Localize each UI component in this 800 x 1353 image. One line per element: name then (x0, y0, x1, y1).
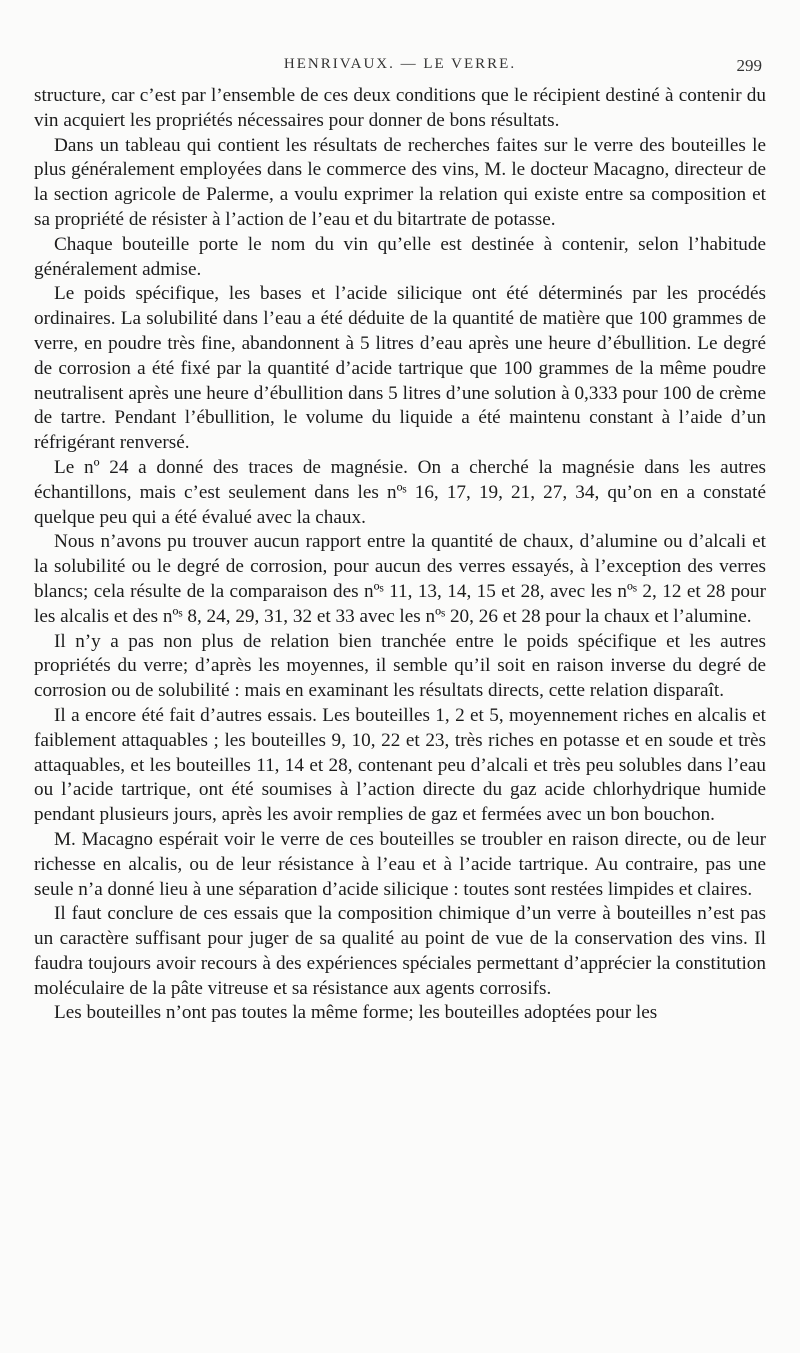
paragraph-5: Le nº 24 a donné des traces de magnésie. On a cherché la magnésie dans les autres échantillons, mais c’est seulement dans les nºˢ 16, 17, 19, 21, 27, 34, qu’on en a constaté quelque peu qui a été évalué avec la chaux. (34, 456, 766, 528)
paragraph-7: Il n’y a pas non plus de relation bien tranchée entre le poids spécifique et les autres propriétés du verre; d’après les moyennes, il semble qu’il soit en raison inverse du degré de corrosion ou de solubilité : mais en examinant les résultats directs, cette relation disparaît. (34, 630, 766, 702)
page-number: 299 (736, 56, 762, 75)
paragraph-9: M. Macagno espérait voir le verre de ces bouteilles se troubler en raison directe, ou de leur richesse en alcalis, ou de leur résistance à l’eau et à l’acide tartrique. Au contraire, pas une seule n’a donné lieu à une séparation d’acide silicique : toutes sont restées limpides et claires. (34, 828, 766, 900)
running-title: HENRIVAUX. — LE VERRE. (283, 56, 517, 72)
paragraph-11: Les bouteilles n’ont pas toutes la même forme; les bouteilles adoptées pour les (54, 1002, 658, 1024)
paragraph-8: Il a encore été fait d’autres essais. Les bouteilles 1, 2 et 5, moyennement riches en alcalis et faiblement attaquables ; les bouteilles 9, 10, 22 et 23, très riches en potasse et en soude et très attaquables, et les bouteilles 11, 14 et 28, contenant peu d’alcali et très peu solubles dans l’eau ou l’acide tartrique, ont été soumises à l’action directe du gaz acide chlorhydrique humide pendant plusieurs jours, après les avoir remplies de gaz et fermées avec un bon bouchon. (34, 704, 766, 826)
paragraph-4: Le poids spécifique, les bases et l’acide silicique ont été déterminés par les procédés ordinaires. La solubilité dans l’eau a été déduite de la quantité de matière que 100 grammes de verre, en poudre très fine, abandonnent à 5 litres d’eau après une heure d’ébullition. Le degré de corrosion a été fixé par la quantité d’acide tartrique que 100 grammes de la même poudre neutralisent après une heure d’ébullition dans 5 litres d’une solution à 0,333 pour 100 de crème de tartre. Pendant l’ébullition, le volume du liquide a été maintenu constant à l’aide d’un réfrigérant renversé. (34, 283, 766, 454)
body-text (34, 84, 766, 1026)
paragraph-6: Nous n’avons pu trouver aucun rapport entre la quantité de chaux, d’alumine ou d’alcali et la solubilité ou le degré de corrosion, pour aucun des verres essayés, à l’exception des verres blancs; cela résulte de la comparaison des nºˢ 11, 13, 14, 15 et 28, avec les nºˢ 2, 12 et 28 pour les alcalis et des nºˢ 8, 24, 29, 31, 32 et 33 avec les nºˢ 20, 26 et 28 pour la chaux et l’alumine. (34, 531, 766, 627)
paragraph-2: Dans un tableau qui contient les résultats de recherches faites sur le verre des bouteilles le plus généralement employées dans le commerce des vins, M. le docteur Macagno, directeur de la section agricole de Palerme, a voulu exprimer la relation qui existe entre sa composition et sa propriété de résister à l’action de l’eau et du bitartrate de potasse. (34, 134, 766, 230)
paragraph-1: structure, car c’est par l’ensemble de ces deux conditions que le récipient destiné à contenir du vin acquiert les propriétés nécessaires pour donner de bons résultats. (34, 85, 766, 131)
page-header (34, 56, 766, 84)
paragraph-3: Chaque bouteille porte le nom du vin qu’elle est destinée à contenir, selon l’habitude généralement admise. (34, 233, 766, 280)
paragraph-10: Il faut conclure de ces essais que la composition chimique d’un verre à bouteilles n’est pas un caractère suffisant pour juger de sa qualité au point de vue de la conservation des vins. Il faudra toujours avoir recours à des expériences spéciales permettant d’apprécier la constitution moléculaire de la pâte vitreuse et sa résistance aux agents corrosifs. (34, 903, 766, 999)
